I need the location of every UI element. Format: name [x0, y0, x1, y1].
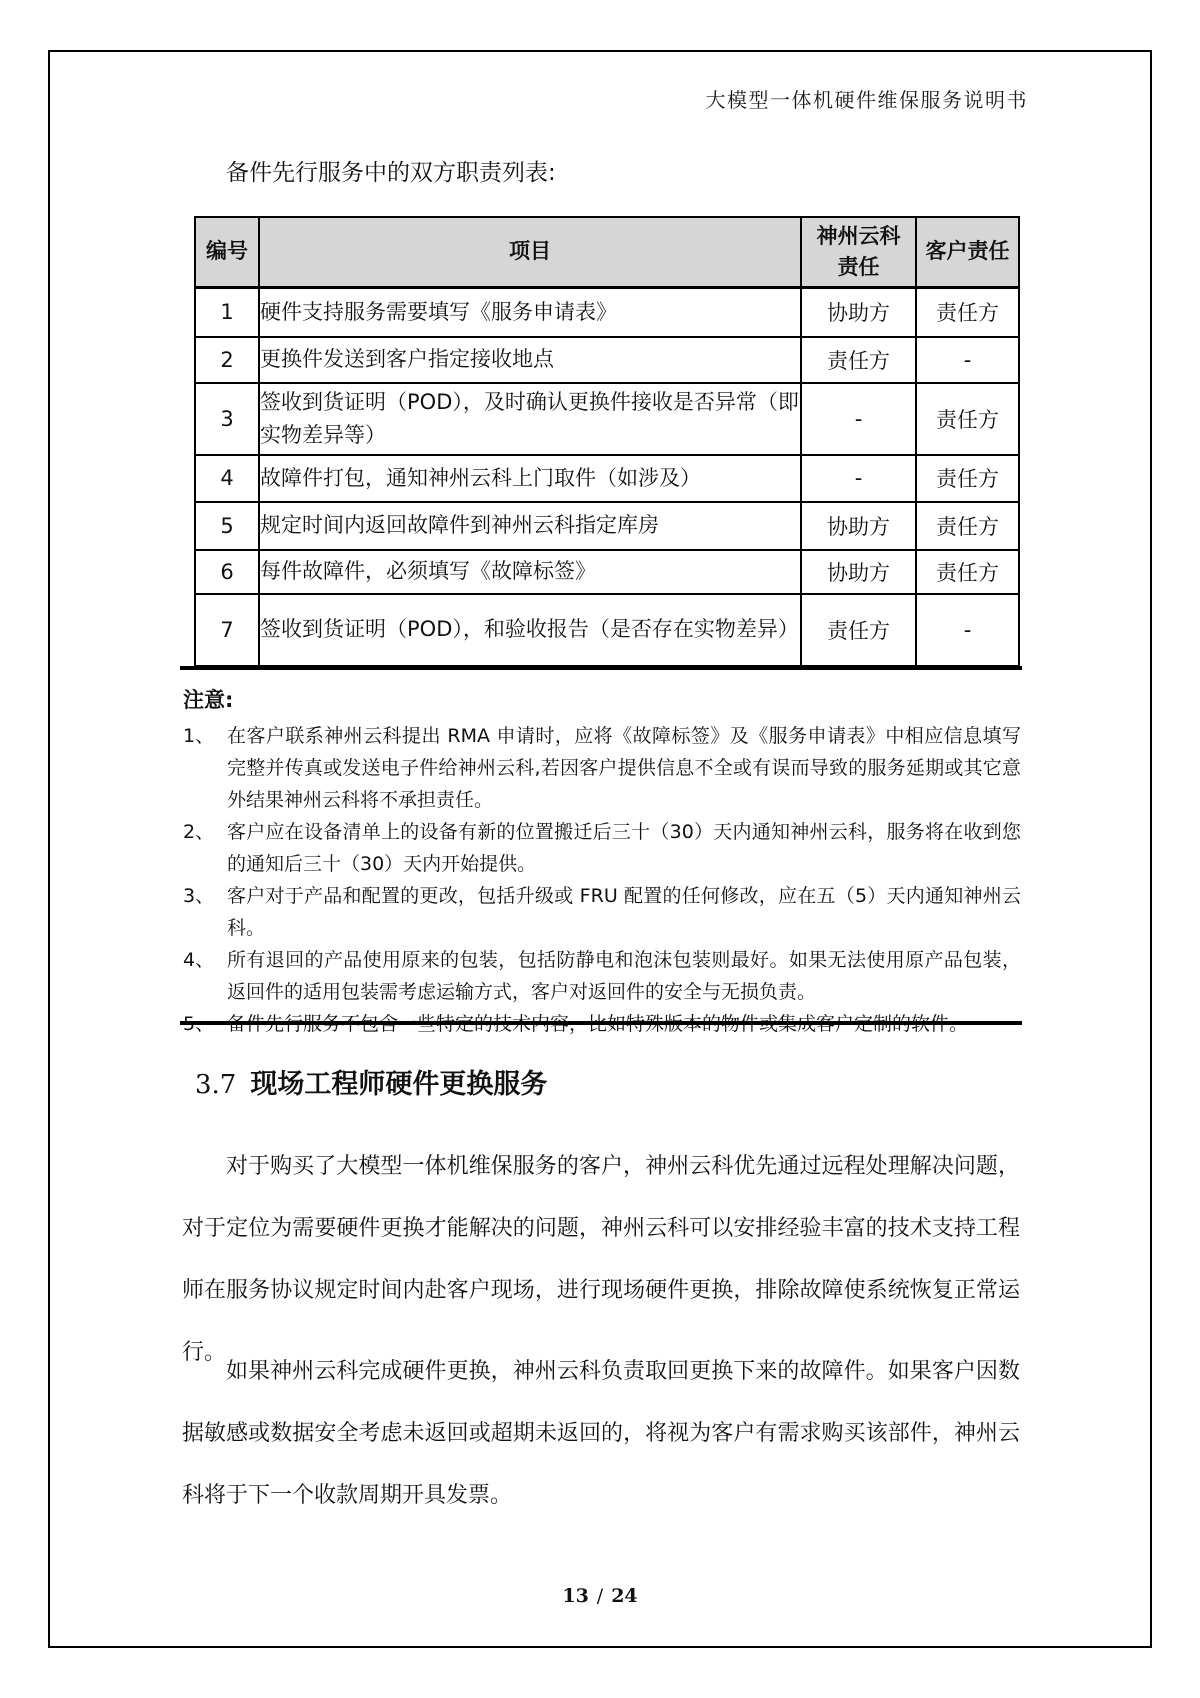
header-vendor-line2: 责任 — [837, 255, 880, 279]
header-cell-id: 编号 — [195, 217, 259, 288]
table-row — [195, 550, 1019, 594]
row-id: 7 — [195, 594, 259, 666]
note-number: 2、 — [183, 821, 215, 843]
row-customer-resp: 责任方 — [916, 288, 1019, 337]
row-id: 1 — [195, 288, 259, 337]
document-header-title: 大模型一体机硬件维保服务说明书 — [705, 88, 1028, 112]
row-vendor-resp: 协助方 — [801, 502, 916, 550]
total-page-count: 24 — [611, 1585, 638, 1607]
header-cell-customer: 客户责任 — [916, 217, 1019, 288]
row-id: 5 — [195, 502, 259, 550]
note-text: 客户应在设备清单上的设备有新的位置搬迁后三十（30）天内通知神州云科，服务将在收到您的通知后三十（30）天内开始提供。 — [227, 821, 1021, 875]
section-divider-rule — [180, 1021, 1022, 1025]
row-id: 2 — [195, 337, 259, 383]
header-cell-item: 项目 — [259, 217, 801, 288]
page-footer — [0, 1585, 1200, 1607]
table-header-row — [195, 217, 1019, 288]
row-item: 每件故障件，必须填写《故障标签》 — [259, 550, 801, 594]
row-item: 故障件打包，通知神州云科上门取件（如涉及） — [259, 455, 801, 502]
row-customer-resp: 责任方 — [916, 455, 1019, 502]
row-vendor-resp: 责任方 — [801, 337, 916, 383]
row-vendor-resp: - — [801, 383, 916, 455]
table-row — [195, 455, 1019, 502]
row-item: 规定时间内返回故障件到神州云科指定库房 — [259, 502, 801, 550]
note-text: 所有退回的产品使用原来的包装，包括防静电和泡沫包装则最好。如果无法使用原产品包装，返回件的适用包装需考虑运输方式，客户对返回件的安全与无损负责。 — [227, 949, 1021, 1003]
row-customer-resp: - — [916, 594, 1019, 666]
row-id: 4 — [195, 455, 259, 502]
row-vendor-resp: 协助方 — [801, 288, 916, 337]
table-row — [195, 502, 1019, 550]
notes-list — [183, 720, 1021, 1040]
note-item — [183, 880, 1021, 944]
row-item: 签收到货证明（POD），和验收报告（是否存在实物差异） — [259, 594, 801, 666]
note-item — [183, 720, 1021, 816]
note-item — [183, 816, 1021, 880]
table-row — [195, 288, 1019, 337]
responsibility-table — [194, 216, 1020, 667]
note-number: 4、 — [183, 949, 215, 971]
note-text: 客户对于产品和配置的更改，包括升级或 FRU 配置的任何修改，应在五（5）天内通知神州云科。 — [227, 885, 1021, 939]
section-title: 现场工程师硬件更换服务 — [250, 1069, 548, 1100]
row-customer-resp: 责任方 — [916, 502, 1019, 550]
table-row — [195, 337, 1019, 383]
current-page-number: 13 — [562, 1585, 589, 1607]
section-divider-rule — [180, 666, 1022, 670]
notes-title: 注意: — [183, 688, 234, 712]
row-id: 3 — [195, 383, 259, 455]
row-vendor-resp: 责任方 — [801, 594, 916, 666]
note-number: 1、 — [183, 725, 215, 747]
row-customer-resp: 责任方 — [916, 550, 1019, 594]
row-item: 更换件发送到客户指定接收地点 — [259, 337, 801, 383]
row-id: 6 — [195, 550, 259, 594]
body-paragraph: 对于购买了大模型一体机维保服务的客户，神州云科优先通过远程处理解决问题，对于定位为需要硬件更换才能解决的问题，神州云科可以安排经验丰富的技术支持工程师在服务协议规定时间内赴客户现场，进行现场硬件更换，排除故障使系统恢复正常运行。 — [182, 1154, 1020, 1365]
header-vendor-line1: 神州云科 — [816, 223, 901, 248]
body-paragraph: 如果神州云科完成硬件更换，神州云科负责取回更换下来的故障件。如果客户因数据敏感或数据安全考虑未返回或超期未返回的，将视为客户有需求购买该部件，神州云科将于下一个收款周期开具发票。 — [182, 1359, 1020, 1508]
note-text: 在客户联系神州云科提出 RMA 申请时，应将《故障标签》及《服务申请表》中相应信息填写完整并传真或发送电子件给神州云科,若因客户提供信息不全或有误而导致的服务延期或其它意外结果神州云科将不承担责任。 — [227, 725, 1021, 811]
table-row — [195, 383, 1019, 455]
note-item — [183, 944, 1021, 1008]
row-customer-resp: 责任方 — [916, 383, 1019, 455]
row-customer-resp: - — [916, 337, 1019, 383]
table-row — [195, 594, 1019, 666]
header-cell-vendor — [801, 217, 916, 288]
table-intro-text: 备件先行服务中的双方职责列表: — [226, 160, 556, 186]
row-item: 硬件支持服务需要填写《服务申请表》 — [259, 288, 801, 337]
row-vendor-resp: 协助方 — [801, 550, 916, 594]
row-item: 签收到货证明（POD），及时确认更换件接收是否异常（即实物差异等） — [259, 383, 801, 455]
row-vendor-resp: - — [801, 455, 916, 502]
section-number: 3.7 — [195, 1070, 237, 1100]
page-separator: / — [596, 1585, 604, 1607]
note-number: 3、 — [183, 885, 215, 907]
section-heading — [195, 1062, 547, 1101]
